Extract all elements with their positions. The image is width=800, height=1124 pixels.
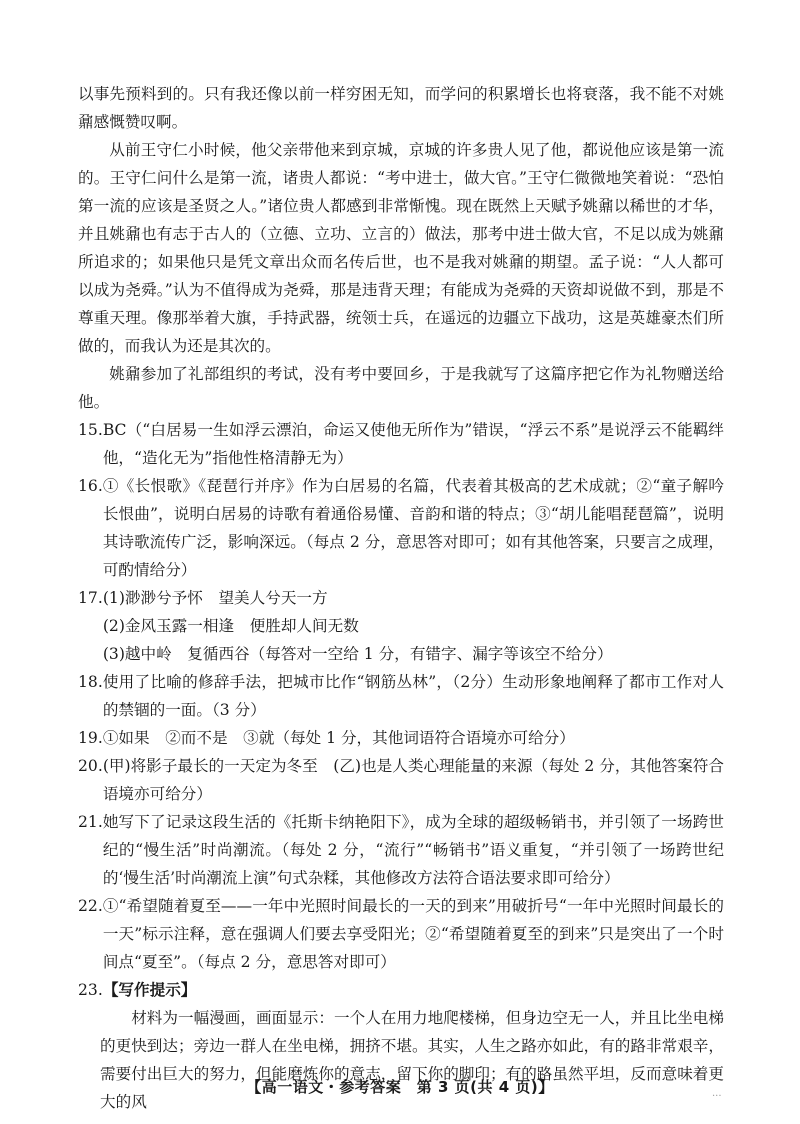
answer-number: 20. — [78, 757, 103, 775]
writing-tips-text: 材料为一幅漫画，画面显示：一个人在用力地爬楼梯，但身边空无一人，并且比坐电梯的更快到达；旁边一群人在坐电梯，拥挤不堪。其实，人生之路亦如此，有的路非常艰辛，需要付出巨大的努力，但能磨炼你的意志，留下你的脚印；有的路虽然平坦，反而意味着更大的风 — [100, 1009, 724, 1111]
answer-17-line-2: (2)金风玉露一相逢 便胜却人间无数 — [102, 617, 359, 635]
answer-text: ①“希望随着夏至——一年中光照时间最长的一天的到来”用破折号“一年中光照时间最长的一天”标示注释，意在强调人们要去享受阳光；②“希望随着夏至的到来”只是突出了一个时间点“夏至”。（每点 2 分，意思答对即可） — [102, 897, 724, 971]
answer-number: 19. — [78, 729, 103, 747]
answer-18 — [78, 668, 724, 724]
writing-tips-heading: 【写作提示】 — [102, 981, 197, 999]
answer-17-line-3: (3)越中岭 复循西谷（每答对一空给 1 分，有错字、漏字等该空不给分） — [102, 645, 613, 663]
answer-text: (甲)将影子最长的一天定为冬至 (乙)也是人类心理能量的来源（每处 2 分，其他答案符合语境亦可给分） — [102, 757, 724, 803]
answer-number: 17. — [78, 589, 103, 607]
answer-number: 15. — [78, 421, 103, 439]
answer-21 — [78, 808, 724, 892]
answer-15 — [78, 416, 724, 472]
page-footer: 【高一语文・参考答案 第 3 页(共 4 页)】 — [246, 1078, 554, 1096]
answer-text: 她写下了记录这段生活的《托斯卡纳艳阳下》，成为全球的超级畅销书，并引领了一场跨世纪的“慢生活”时尚潮流。（每处 2 分，“流行”“畅销书”语义重复，“并引领了一场跨世纪的‘慢生活’时尚潮流上演”句式杂糅，其他修改方法符合语法要求即可给分） — [102, 813, 724, 887]
answer-number: 18. — [78, 673, 103, 691]
answer-text: 使用了比喻的修辞手法，把城市比作“钢筋丛林”，（2分）生动形象地阐释了都市工作对人的禁锢的一面。（3 分） — [102, 673, 724, 719]
paragraph-1: 以事先预料到的。只有我还像以前一样穷困无知，而学问的积累增长也将衰落，我不能不对姚鼐感慨赞叹啊。 — [78, 85, 724, 131]
answer-17 — [78, 584, 724, 668]
answer-22 — [78, 892, 724, 976]
answer-17-line-1: (1)渺渺兮予怀 望美人兮天一方 — [102, 589, 328, 607]
answer-page — [78, 80, 724, 1116]
answer-text: ①《长恨歌》《琵琶行并序》作为白居易的名篇，代表着其极高的艺术成就；②“童子解吟长恨曲”，说明白居易的诗歌有着通俗易懂、音韵和谐的特点；③“胡儿能唱琵琶篇”，说明其诗歌流传广泛，影响深远。（每点 2 分，意思答对即可；如有其他答案，只要言之成理，可酌情给分） — [102, 477, 724, 579]
answer-number: 16. — [78, 477, 103, 495]
answer-20 — [78, 752, 724, 808]
paragraph-2: 从前王守仁小时候，他父亲带他来到京城，京城的许多贵人见了他，都说他应该是第一流的。王守仁问什么是第一流，诸贵人都说：“考中进士，做大官。”王守仁微微地笑着说：“恐怕第一流的应该是圣贤之人。”诸位贵人都感到非常惭愧。现在既然上天赋予姚鼐以稀世的才华，并且姚鼐也有志于古人的（立德、立功、立言的）做法，那考中进士做大官，不足以成为姚鼐所追求的；如果他只是凭文章出众而名传后世，也不是我对姚鼐的期望。孟子说：“人人都可以成为尧舜。”认为不值得成为尧舜，那是违背天理；有能成为尧舜的天资却说做不到，那是不尊重天理。像那举着大旗，手持武器，统领士兵，在遥远的边疆立下战功，这是英雄豪杰们所做的，而我认为还是其次的。 — [78, 141, 724, 355]
answer-text: BC（“白居易一生如浮云漂泊，命运又使他无所作为”错误，“浮云不系”是说浮云不能羁绊他，“造化无为”指他性格清静无为） — [102, 421, 724, 467]
answer-16 — [78, 472, 724, 584]
answer-number: 21. — [78, 813, 103, 831]
answer-23 — [78, 976, 724, 1004]
paragraph-3: 姚鼐参加了礼部组织的考试，没有考中要回乡，于是我就写了这篇序把它作为礼物赠送给他。 — [78, 365, 724, 411]
answer-text: ①如果 ②而不是 ③就（每处 1 分，其他词语符合语境亦可给分） — [102, 729, 575, 747]
answer-19 — [78, 724, 724, 752]
answer-number: 22. — [78, 897, 103, 915]
corner-mark: ... — [712, 1088, 722, 1099]
answer-number: 23. — [78, 981, 103, 999]
